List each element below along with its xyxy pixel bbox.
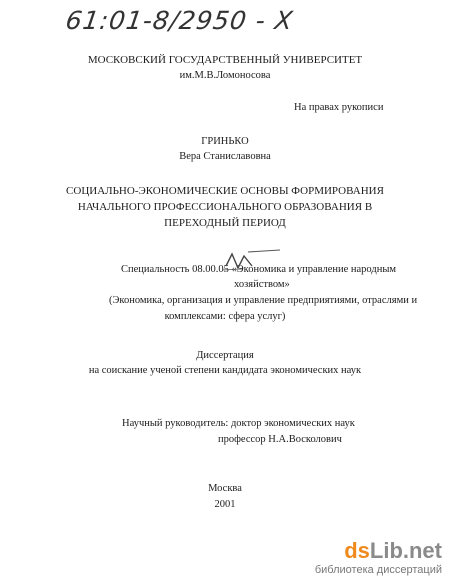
specialty-description-line: (Экономика, организация и управление предприятиями, отраслями и	[109, 295, 418, 306]
degree-line: на соискание ученой степени кандидата экономических наук	[88, 365, 362, 376]
specialty-line: Специальность 08.00.05 «Экономика и управление народным	[121, 264, 397, 275]
thesis-title-line: ПЕРЕХОДНЫЙ ПЕРИОД	[164, 217, 286, 229]
dslib-logo: dsLib.net	[344, 538, 442, 563]
year: 2001	[214, 499, 236, 510]
author-full-name: Вера Станиславовна	[179, 151, 271, 162]
supervisor-name: профессор Н.А.Восколович	[218, 434, 342, 445]
specialty-line: хозяйством»	[234, 279, 290, 290]
dslib-watermark	[315, 539, 442, 577]
handwritten-catalog-number: 61:01-8/2950 - X	[63, 6, 296, 35]
university-name: им.М.В.Ломоносова	[179, 70, 271, 81]
dissertation-label: Диссертация	[196, 350, 254, 361]
thesis-title-line: СОЦИАЛЬНО-ЭКОНОМИЧЕСКИЕ ОСНОВЫ ФОРМИРОВАНИЯ	[66, 185, 384, 197]
university-heading: МОСКОВСКИЙ ГОСУДАРСТВЕННЫЙ УНИВЕРСИТЕТ	[87, 54, 363, 66]
supervisor-line: Научный руководитель: доктор экономических наук	[122, 418, 355, 429]
author-surname: ГРИНЬКО	[201, 136, 249, 147]
thesis-title-line: НАЧАЛЬНОГО ПРОФЕССИОНАЛЬНОГО ОБРАЗОВАНИЯ В	[77, 201, 373, 213]
watermark-caption: библиотека диссертаций	[314, 564, 442, 576]
manuscript-rights-note: На правах рукописи	[294, 102, 384, 113]
specialty-description-line: комплексами: сфера услуг)	[164, 311, 286, 322]
city: Москва	[208, 483, 242, 494]
